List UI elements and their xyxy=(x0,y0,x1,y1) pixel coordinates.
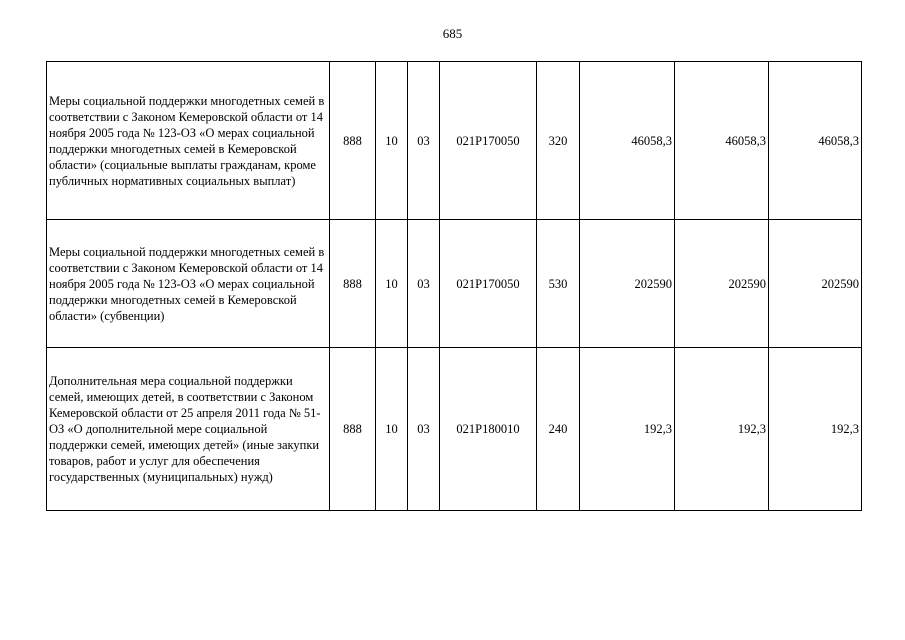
target-code-cell: 021P170050 xyxy=(440,220,537,348)
table-row xyxy=(47,62,862,220)
amount-cell-3: 202590 xyxy=(769,220,862,348)
section-code-cell: 10 xyxy=(376,348,408,511)
target-code-cell: 021P170050 xyxy=(440,62,537,220)
amount-cell-1: 202590 xyxy=(580,220,675,348)
subsection-code-cell: 03 xyxy=(408,220,440,348)
amount-cell-1: 46058,3 xyxy=(580,62,675,220)
amount-cell-3: 46058,3 xyxy=(769,62,862,220)
table-row xyxy=(47,220,862,348)
section-code-cell: 10 xyxy=(376,62,408,220)
ministry-code-cell: 888 xyxy=(330,62,376,220)
table-row xyxy=(47,348,862,511)
amount-cell-3: 192,3 xyxy=(769,348,862,511)
row-name-cell: Меры социальной поддержки многодетных семей в соответствии с Законом Кемеровской области от 14 ноября 2005 года № 123-ОЗ «О мерах социальной поддержки многодетных семей в Кемеровской области» (субвенции) xyxy=(47,220,330,348)
ministry-code-cell: 888 xyxy=(330,220,376,348)
row-name-cell: Дополнительная мера социальной поддержки семей, имеющих детей, в соответствии с Законом Кемеровской области от 25 апреля 2011 года № 51-ОЗ «О дополнительной мере социальной поддержки семей, имеющих детей» (иные закупки товаров, работ и услуг для обеспечения государственных (муниципальных) нужд) xyxy=(47,348,330,511)
expense-type-cell: 240 xyxy=(537,348,580,511)
amount-cell-2: 202590 xyxy=(675,220,769,348)
expense-type-cell: 530 xyxy=(537,220,580,348)
row-name-cell: Меры социальной поддержки многодетных семей в соответствии с Законом Кемеровской области от 14 ноября 2005 года № 123-ОЗ «О мерах социальной поддержки многодетных семей в Кемеровской области» (социальные выплаты гражданам, кроме публичных нормативных социальных выплат) xyxy=(47,62,330,220)
subsection-code-cell: 03 xyxy=(408,62,440,220)
page-number: 685 xyxy=(442,26,463,41)
amount-cell-1: 192,3 xyxy=(580,348,675,511)
section-code-cell: 10 xyxy=(376,220,408,348)
target-code-cell: 021P180010 xyxy=(440,348,537,511)
expense-type-cell: 320 xyxy=(537,62,580,220)
subsection-code-cell: 03 xyxy=(408,348,440,511)
amount-cell-2: 46058,3 xyxy=(675,62,769,220)
ministry-code-cell: 888 xyxy=(330,348,376,511)
budget-table xyxy=(46,61,862,511)
amount-cell-2: 192,3 xyxy=(675,348,769,511)
